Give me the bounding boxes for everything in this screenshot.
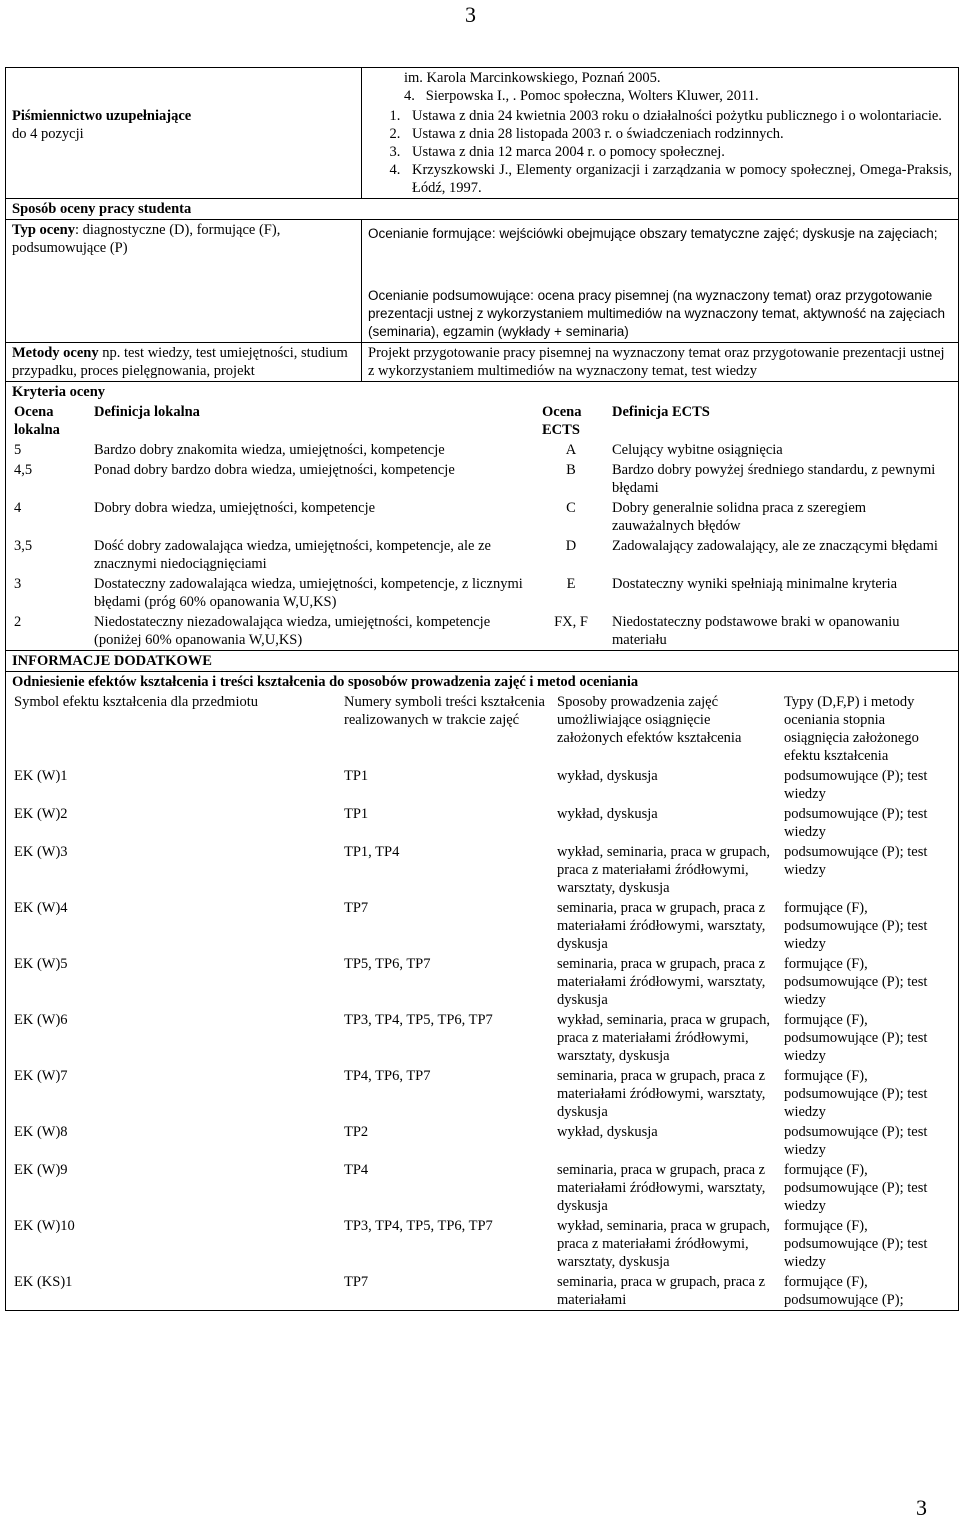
criteria-local-definition: Niedostateczny niezadowalająca wiedza, umiejętności, kompetencje (poniżej 60% opanowania W,U,KS) xyxy=(94,614,491,648)
criteria-row-item xyxy=(8,498,956,536)
outcome-symbol: EK (KS)1 xyxy=(14,1274,73,1290)
outcome-teaching-methods: wykład, dyskusja xyxy=(557,768,658,784)
criteria-ects-grade: D xyxy=(565,538,577,554)
outcome-assessment-types: formujące (F), podsumowujące (P); xyxy=(784,1274,904,1308)
criteria-row-item xyxy=(8,612,956,650)
criteria-ects-definition: Dostateczny wyniki spełniają minimalne kryteria xyxy=(612,576,898,592)
outcome-symbol: EK (W)9 xyxy=(14,1162,68,1178)
criteria-header-local-definition: Definicja lokalna xyxy=(94,404,200,420)
literature-continuation-item-text: Sierpowska I., . Pomoc społeczna, Wolters Kluwer, 2011. xyxy=(425,88,759,104)
outcome-assessment-types: podsumowujące (P); test wiedzy xyxy=(784,1124,928,1158)
outcomes-row-item xyxy=(8,1272,956,1310)
outcomes-row-item xyxy=(8,1122,956,1160)
additional-title: INFORMACJE DODATKOWE xyxy=(6,651,959,672)
outcome-symbol: EK (W)7 xyxy=(14,1068,68,1084)
criteria-ects-grade: E xyxy=(566,576,576,592)
supplementary-item: 1. Ustawa z dnia 24 kwietnia 2003 roku o działalności pożytku publicznego i o wolontariacie. xyxy=(404,107,952,125)
outcome-teaching-methods: wykład, dyskusja xyxy=(557,1124,658,1140)
assessment-type-row xyxy=(6,220,959,343)
criteria-row-item xyxy=(8,574,956,612)
criteria-local-grade: 3,5 xyxy=(14,538,33,554)
outcome-teaching-methods: seminaria, praca w grupach, praca z materiałami xyxy=(557,1274,766,1308)
criteria-ects-definition: Celujący wybitne osiągnięcia xyxy=(612,442,783,458)
criteria-local-grade: 4 xyxy=(14,500,22,516)
criteria-ects-grade: C xyxy=(566,500,576,516)
assessment-title-row xyxy=(6,199,959,220)
outcome-content-numbers: TP2 xyxy=(344,1124,369,1140)
outcome-symbol: EK (W)4 xyxy=(14,900,68,916)
outcome-teaching-methods: wykład, seminaria, praca w grupach, praca z materiałami źródłowymi, warsztaty, dyskusja xyxy=(557,844,770,896)
outcomes-row-item xyxy=(8,898,956,954)
outcome-assessment-types: formujące (F), podsumowujące (P); test wiedzy xyxy=(784,1012,928,1064)
outcome-teaching-methods: seminaria, praca w grupach, praca z materiałami źródłowymi, warsztaty, dyskusja xyxy=(557,1068,766,1120)
syllabus-table xyxy=(5,67,959,1311)
outcomes-header-row xyxy=(8,692,956,766)
outcome-teaching-methods: wykład, dyskusja xyxy=(557,806,658,822)
outcome-assessment-types: podsumowujące (P); test wiedzy xyxy=(784,806,928,840)
criteria-ects-grade: B xyxy=(566,462,576,478)
outcome-assessment-types: podsumowujące (P); test wiedzy xyxy=(784,768,928,802)
criteria-local-definition: Dobry dobra wiedza, umiejętności, kompetencje xyxy=(94,500,376,516)
outcome-content-numbers: TP3, TP4, TP5, TP6, TP7 xyxy=(344,1012,493,1028)
outcome-symbol: EK (W)3 xyxy=(14,844,68,860)
criteria-ects-grade: A xyxy=(565,442,577,458)
assessment-type-label: Typ oceny xyxy=(12,222,75,238)
page-number-bottom: 3 xyxy=(916,1495,927,1520)
assessment-methods-label: Metody oceny xyxy=(12,345,99,361)
supplementary-item: 3. Ustawa z dnia 12 marca 2004 r. o pomocy społecznej. xyxy=(404,143,952,161)
assessment-methods-value: Projekt przygotowanie pracy pisemnej na wyznaczony temat oraz przygotowanie prezentacji ustnej z wykorzystaniem multimediów na wyznaczony temat, test wiedzy xyxy=(362,343,959,382)
criteria-title-row xyxy=(6,382,959,403)
outcomes-row-item xyxy=(8,1066,956,1122)
assessment-methods-text: np. test wiedzy, test umiejętności, studium przypadku, proces pielęgnowania, projekt xyxy=(12,345,348,379)
criteria-local-definition: Dostateczny zadowalająca wiedza, umiejętności, kompetencje, z licznymi błędami (próg 60% opanowania W,U,KS) xyxy=(94,576,523,610)
assessment-section-title: Sposób oceny pracy studenta xyxy=(6,199,959,220)
outcome-symbol: EK (W)1 xyxy=(14,768,68,784)
literature-continuation-item xyxy=(404,87,952,105)
criteria-ects-definition: Dobry generalnie solidna praca z szeregiem zauważalnych błędów xyxy=(612,500,867,534)
outcome-assessment-types: formujące (F), podsumowujące (P); test wiedzy xyxy=(784,1068,928,1120)
outcomes-header-content-numbers: Numery symboli treści kształcenia realizowanych w trakcie zajęć xyxy=(344,694,545,728)
supplementary-item: 4. Krzyszkowski J., Elementy organizacji i zarządzania w pomocy społecznej, Omega-Praksis, Łódź, 1997. xyxy=(404,161,952,197)
criteria-local-grade: 2 xyxy=(14,614,22,630)
outcome-content-numbers: TP1, TP4 xyxy=(344,844,400,860)
supplementary-list xyxy=(368,107,952,197)
criteria-row-item xyxy=(8,536,956,574)
outcome-content-numbers: TP3, TP4, TP5, TP6, TP7 xyxy=(344,1218,493,1234)
supplementary-title: Piśmiennictwo uzupełniające xyxy=(12,108,192,124)
criteria-row xyxy=(6,402,959,651)
outcomes-row-item xyxy=(8,842,956,898)
literature-continuation-line: im. Karola Marcinkowskiego, Poznań 2005. xyxy=(404,70,661,86)
criteria-local-definition: Dość dobry zadowalająca wiedza, umiejętności, kompetencje, ale ze znacznymi niedociągnięciami xyxy=(94,538,491,572)
outcome-content-numbers: TP1 xyxy=(344,806,369,822)
outcome-teaching-methods: wykład, seminaria, praca w grupach, praca z materiałami źródłowymi, warsztaty, dyskusja xyxy=(557,1012,770,1064)
criteria-table xyxy=(8,402,956,650)
outcome-content-numbers: TP4 xyxy=(344,1162,369,1178)
outcomes-row-item xyxy=(8,954,956,1010)
outcome-content-numbers: TP7 xyxy=(344,900,369,916)
outcome-teaching-methods: seminaria, praca w grupach, praca z materiałami źródłowymi, warsztaty, dyskusja xyxy=(557,1162,766,1214)
outcomes-row xyxy=(6,692,959,1311)
criteria-local-grade: 3 xyxy=(14,576,22,592)
criteria-header-ects-grade: Ocena ECTS xyxy=(542,404,582,438)
criteria-header-local-grade: Ocena lokalna xyxy=(14,404,60,438)
outcome-symbol: EK (W)2 xyxy=(14,806,68,822)
outcome-teaching-methods: seminaria, praca w grupach, praca z materiałami źródłowymi, warsztaty, dyskusja xyxy=(557,956,766,1008)
assessment-type-cell xyxy=(6,220,362,343)
assessment-methods-cell xyxy=(6,343,362,382)
criteria-row-item xyxy=(8,440,956,460)
outcome-teaching-methods: seminaria, praca w grupach, praca z materiałami źródłowymi, warsztaty, dyskusja xyxy=(557,900,766,952)
criteria-header-ects-definition: Definicja ECTS xyxy=(612,404,710,420)
additional-title-row xyxy=(6,651,959,672)
literature-continuation-row xyxy=(6,68,959,107)
outcome-assessment-types: formujące (F), podsumowujące (P); test wiedzy xyxy=(784,900,928,952)
outcome-assessment-types: formujące (F), podsumowujące (P); test wiedzy xyxy=(784,1218,928,1270)
assessment-methods-row xyxy=(6,343,959,382)
outcome-content-numbers: TP1 xyxy=(344,768,369,784)
criteria-local-grade: 4,5 xyxy=(14,462,33,478)
outcome-teaching-methods: wykład, seminaria, praca w grupach, praca z materiałami źródłowymi, warsztaty, dyskusja xyxy=(557,1218,770,1270)
outcome-symbol: EK (W)10 xyxy=(14,1218,75,1234)
outcomes-header-assessment-types: Typy (D,F,P) i metody oceniania stopnia osiągnięcia założonego efektu kształcenia xyxy=(784,694,919,764)
criteria-ects-definition: Zadowalający zadowalający, ale ze znaczącymi błędami xyxy=(612,538,938,554)
supplementary-literature-row xyxy=(6,106,959,199)
outcome-symbol: EK (W)6 xyxy=(14,1012,68,1028)
criteria-row-item xyxy=(8,460,956,498)
criteria-ects-definition: Bardzo dobry powyżej średniego standardu, z pewnymi błędami xyxy=(612,462,936,496)
outcome-content-numbers: TP4, TP6, TP7 xyxy=(344,1068,431,1084)
literature-continuation-item-label: 4. xyxy=(404,88,415,104)
page-number-top: 3 xyxy=(465,2,476,27)
criteria-title: Kryteria oceny xyxy=(6,382,959,403)
outcomes-header-teaching-methods: Sposoby prowadzenia zajęć umożliwiające osiągnięcie założonych efektów kształcenia xyxy=(557,694,742,746)
criteria-ects-grade: FX, F xyxy=(554,614,588,630)
criteria-local-grade: 5 xyxy=(14,442,22,458)
summative-assessment-text: Ocenianie podsumowujące: ocena pracy pisemnej (na wyznaczony temat) oraz przygotowanie prezentacji ustnej z wykorzystaniem multimediów na wyznaczony temat, aktywność na zajęciach (seminaria), egzamin (wykłady + seminaria) xyxy=(368,288,945,339)
outcome-content-numbers: TP5, TP6, TP7 xyxy=(344,956,431,972)
criteria-ects-definition: Niedostateczny podstawowe braki w opanowaniu materiału xyxy=(612,614,900,648)
outcome-assessment-types: formujące (F), podsumowujące (P); test wiedzy xyxy=(784,956,928,1008)
outcomes-header-symbol: Symbol efektu kształcenia dla przedmiotu xyxy=(14,694,259,710)
criteria-header-row xyxy=(8,402,956,440)
supplementary-item: 2. Ustawa z dnia 28 listopada 2003 r. o świadczeniach rodzinnych. xyxy=(404,125,952,143)
outcomes-row-item xyxy=(8,1160,956,1216)
supplementary-subtitle: do 4 pozycji xyxy=(12,126,84,142)
formative-assessment-text: Ocenianie formujące: wejściówki obejmujące obszary tematyczne zajęć; dyskusje na zajęciach; xyxy=(368,226,938,241)
outcomes-row-item xyxy=(8,804,956,842)
assessment-type-text: : diagnostyczne (D), formujące (F), podsumowujące (P) xyxy=(12,222,281,256)
outcomes-table xyxy=(8,692,956,1310)
outcome-assessment-types: podsumowujące (P); test wiedzy xyxy=(784,844,928,878)
criteria-local-definition: Bardzo dobry znakomita wiedza, umiejętności, kompetencje xyxy=(94,442,445,458)
outcomes-row-item xyxy=(8,1216,956,1272)
additional-subtitle: Odniesienie efektów kształcenia i treści kształcenia do sposobów prowadzenia zajęć i metod oceniania xyxy=(6,672,959,693)
outcomes-row-item xyxy=(8,1010,956,1066)
additional-subtitle-row xyxy=(6,672,959,693)
outcomes-row-item xyxy=(8,766,956,804)
outcome-symbol: EK (W)8 xyxy=(14,1124,68,1140)
criteria-local-definition: Ponad dobry bardzo dobra wiedza, umiejętności, kompetencje xyxy=(94,462,455,478)
outcome-content-numbers: TP7 xyxy=(344,1274,369,1290)
outcome-symbol: EK (W)5 xyxy=(14,956,68,972)
outcome-assessment-types: formujące (F), podsumowujące (P); test wiedzy xyxy=(784,1162,928,1214)
